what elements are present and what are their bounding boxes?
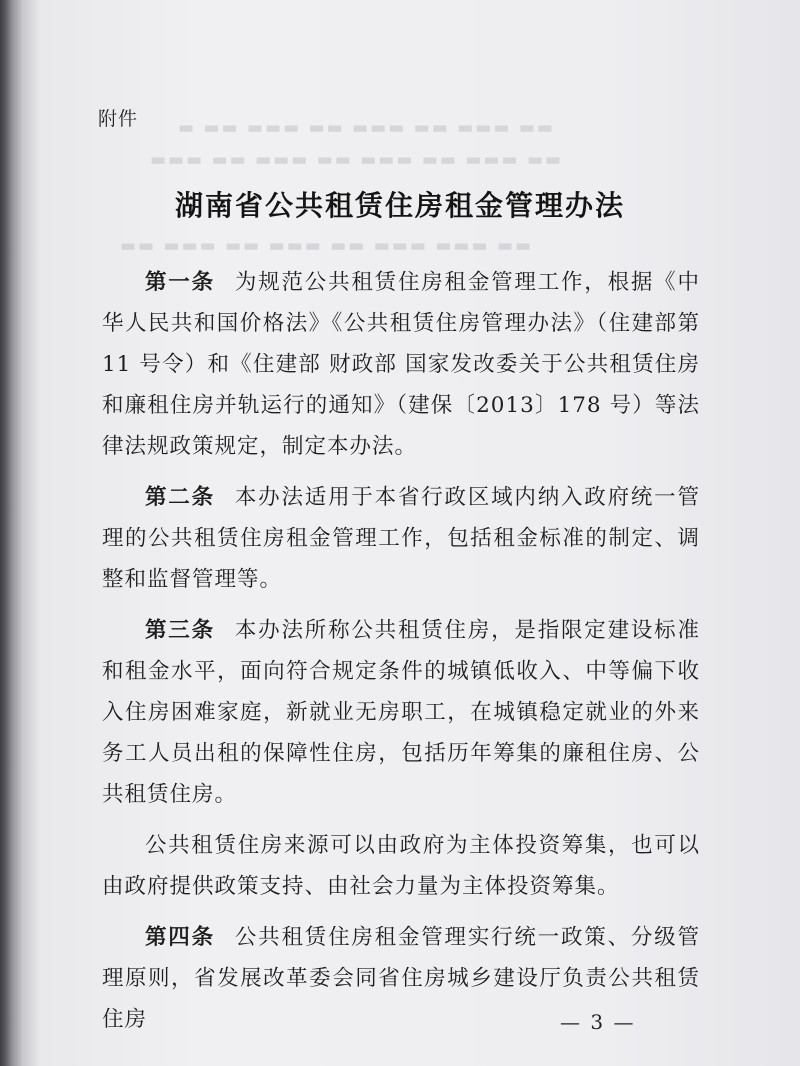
article-text: 本办法所称公共租赁住房，是指限定建设标准和租金水平，面向符合规定条件的城镇低收入、中等偏下收入住房困难家庭，新就业无房职工，在城镇稳定就业的外来务工人员出租的保障性住房，包括历年筹集的廉租住房、公共租赁住房。 — [102, 618, 700, 807]
page-number: — 3 — — [560, 1010, 636, 1034]
paragraph-housing-source — [102, 825, 700, 907]
document-title: 湖南省公共租赁住房租金管理办法 — [174, 189, 625, 222]
attachment-label: 附件 — [98, 108, 139, 130]
article-number: 第三条 — [145, 618, 215, 643]
article-text: 本办法适用于本省行政区域内纳入政府统一管理的公共租赁住房租金管理工作，包括租金标准的制定、调整和监督管理等。 — [102, 485, 700, 592]
paragraph-text: 公共租赁住房来源可以由政府为主体投资筹集，也可以由政府提供政策支持、由社会力量为主体投资筹集。 — [102, 833, 700, 899]
article-3 — [102, 610, 700, 815]
article-2 — [102, 477, 700, 600]
bleed-through-line: ▬▬▬ ▬▬ ▬▬▬ ▬▬ ▬▬▬ ▬▬ ▬▬▬ ▬▬ — [150, 150, 564, 170]
bleed-through-line: ▬▬ ▬▬▬ ▬▬ ▬▬▬ ▬▬ ▬▬▬ ▬▬▬ ▬▬ — [120, 236, 534, 256]
article-number: 第一条 — [145, 270, 215, 295]
article-text: 公共租赁住房租金管理实行统一政策、分级管理原则，省发展改革委会同省住房城乡建设厅负责公共租赁住房 — [102, 925, 700, 1032]
document-body — [102, 262, 700, 1050]
article-number: 第二条 — [145, 485, 215, 510]
bleed-through-line: ▬ ▬▬ ▬▬▬ ▬▬ ▬▬▬ ▬▬ ▬▬▬ ▬▬ — [178, 118, 555, 138]
page-edge-shadow — [0, 0, 22, 1066]
article-text: 为规范公共租赁住房租金管理工作，根据《中华人民共和国价格法》《公共租赁住房管理办法》（住建部第 11 号令）和《住建部 财政部 国家发改委关于公共租赁住房和廉租住房并轨运行的通知》（建保〔2013〕178 号）等法律法规政策规定，制定本办法。 — [102, 270, 700, 459]
article-number: 第四条 — [145, 925, 215, 950]
article-1 — [102, 262, 700, 467]
